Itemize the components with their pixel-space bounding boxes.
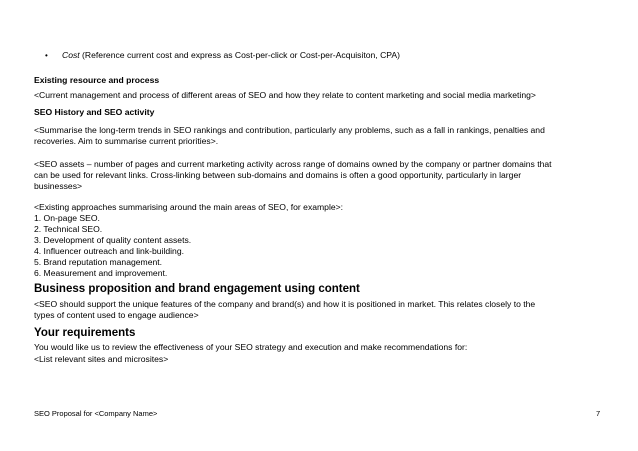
bullet-term: Cost [62, 50, 80, 60]
business-body-line2: types of content used to engage audience> [34, 310, 199, 320]
requirements-item: <List relevant sites and microsites> [34, 354, 169, 364]
history-para2-line1: <SEO assets – number of pages and current marketing activity across range of domains owned by the company or partner domains that [34, 159, 552, 169]
history-para3-intro: <Existing approaches summarising around the main areas of SEO, for example>: [34, 202, 344, 212]
bullet-item-cost [62, 50, 400, 61]
list-item: 1. On-page SEO. [34, 213, 100, 223]
history-para2-line3: businesses> [34, 181, 83, 191]
footer-title: SEO Proposal for <Company Name> [34, 409, 158, 418]
existing-resource-heading: Existing resource and process [34, 75, 160, 85]
existing-resource-body: <Current management and process of different areas of SEO and how they relate to content marketing and social media marketing> [34, 90, 536, 100]
requirements-body: You would like us to review the effectiveness of your SEO strategy and execution and make recommendations for: [34, 342, 468, 352]
list-item: 2. Technical SEO. [34, 224, 103, 234]
business-proposition-heading: Business proposition and brand engagement using content [34, 283, 360, 295]
bullet-marker: • [45, 51, 48, 60]
history-para1-line2: recoveries. Aim to summarise current priorities>. [34, 136, 219, 146]
history-para1-line1: <Summarise the long-term trends in SEO rankings and contribution, particularly any problems, such as a fall in rankings, penalties and [34, 125, 545, 135]
list-item: 3. Development of quality content assets. [34, 235, 192, 245]
history-para2-line2: can be used for relevant links. Cross-linking between sub-domains and domains is often a good opportunity, particularly in larger [34, 170, 522, 180]
seo-history-heading: SEO History and SEO activity [34, 107, 155, 117]
business-body-line1: <SEO should support the unique features of the company and brand(s) and how it is positioned in market. This relates closely to the [34, 299, 536, 309]
bullet-text: (Reference current cost and express as Cost-per-click or Cost-per-Acquisiton, CPA) [79, 50, 400, 60]
list-item: 5. Brand reputation management. [34, 257, 163, 267]
page-number: 7 [596, 409, 601, 418]
list-item: 4. Influencer outreach and link-building. [34, 246, 185, 256]
list-item: 6. Measurement and improvement. [34, 268, 168, 278]
your-requirements-heading: Your requirements [34, 327, 136, 339]
